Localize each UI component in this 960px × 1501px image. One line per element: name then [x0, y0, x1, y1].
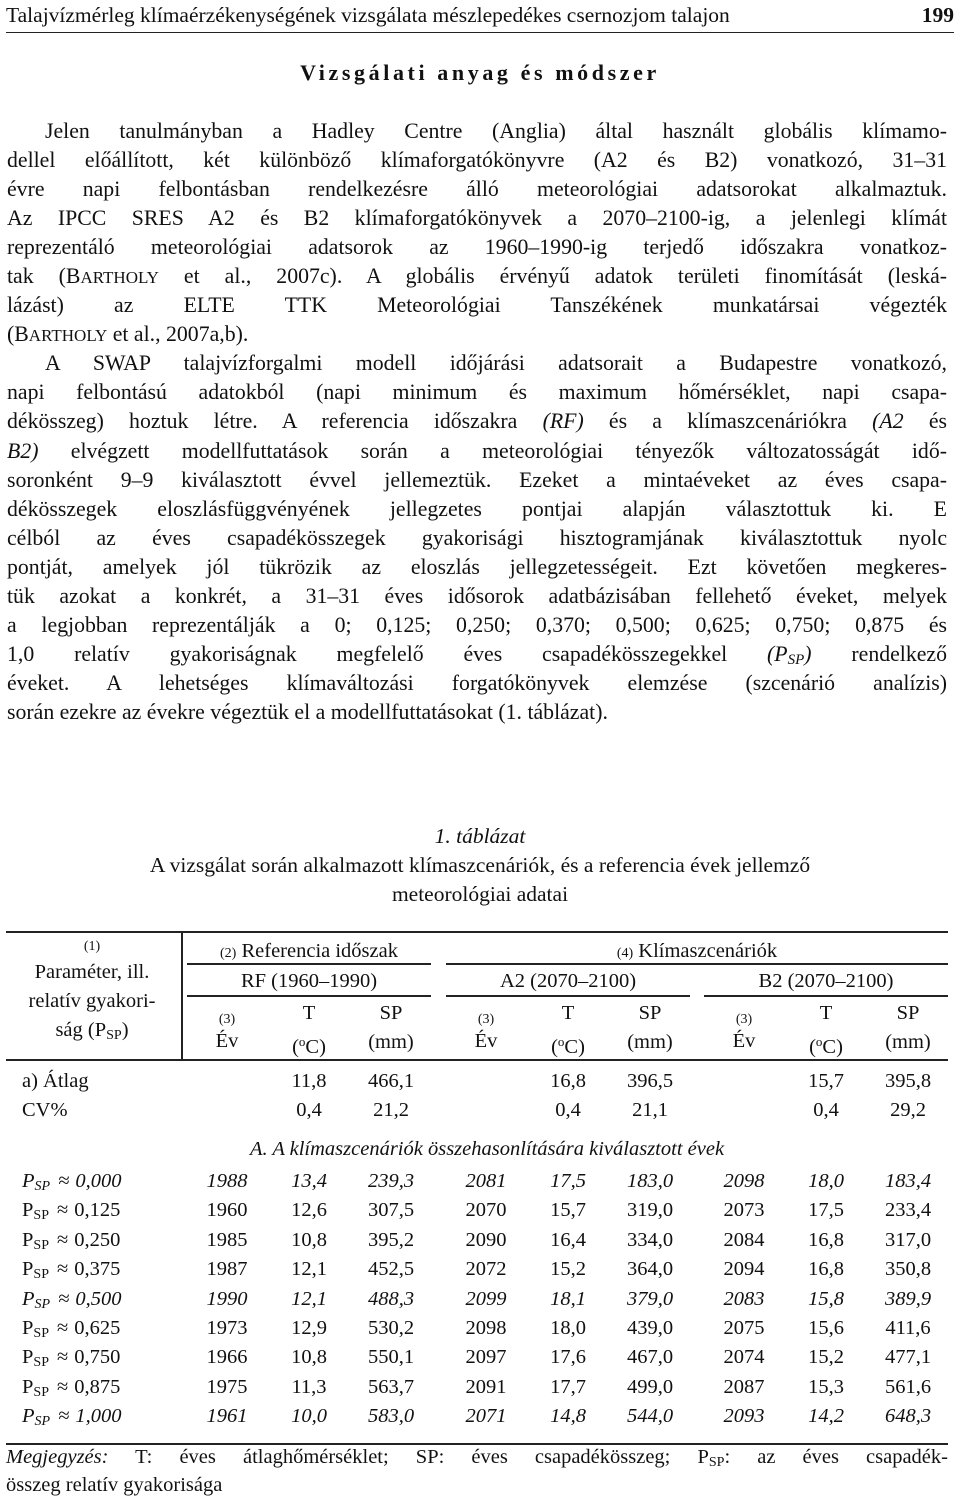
- header-divider: [181, 931, 183, 1059]
- column-number: (4): [616, 946, 634, 961]
- text-run: (: [809, 1036, 816, 1058]
- paragraph-line: soronként 9–9 kiválasztott évvel jellemeztük. Ezeket a mintaéveket az éves csapa-: [7, 467, 947, 492]
- year-cell: 2099: [465, 1287, 507, 1310]
- approx-symbol: ≈: [58, 1287, 70, 1310]
- text-run: P: [22, 1199, 34, 1222]
- precipitation-cell: 583,0: [367, 1405, 415, 1428]
- year-cell: 1960: [206, 1199, 248, 1222]
- year-cell: 2083: [723, 1287, 765, 1310]
- avg-value: 11,8: [291, 1070, 327, 1092]
- text-run: tak (B: [7, 264, 81, 289]
- year-cell: 2087: [723, 1375, 765, 1398]
- precipitation-cell: 648,3: [884, 1405, 932, 1428]
- t-col-unit: [269, 1028, 349, 1061]
- temperature-cell: 14,2: [808, 1405, 844, 1428]
- temperature-cell: 18,0: [550, 1317, 586, 1339]
- cv-value: 21,2: [373, 1099, 409, 1121]
- year-cell: 1961: [206, 1405, 248, 1428]
- relative-frequency: 0,250: [74, 1228, 121, 1251]
- avg-value: 466,1: [367, 1070, 415, 1092]
- precipitation-cell: 530,2: [367, 1317, 415, 1339]
- text-run: et al., 2007a,b).: [107, 322, 249, 347]
- subscript: SP: [33, 1384, 49, 1400]
- cv-value: 0,4: [813, 1099, 839, 1121]
- temperature-cell: 17,5: [808, 1199, 844, 1222]
- note-line: összeg relatív gyakorisága: [6, 1474, 223, 1496]
- text-run: et al., 2007c). A globális érvényű adatok területi finomítását (leská-: [158, 264, 948, 289]
- precipitation-cell: 334,0: [626, 1228, 674, 1251]
- precipitation-cell: 379,0: [626, 1287, 674, 1310]
- year-cell: 2081: [465, 1170, 507, 1192]
- precipitation-cell: 561,6: [884, 1375, 932, 1398]
- cv-value: 0,4: [296, 1099, 322, 1121]
- relative-frequency: 0,750: [74, 1346, 121, 1369]
- text-run: P: [22, 1405, 35, 1428]
- paragraph-line: [7, 262, 947, 291]
- text-run: P: [22, 1375, 34, 1398]
- ev-col-header: Év: [474, 1030, 498, 1052]
- year-cell: 2091: [465, 1375, 507, 1398]
- temperature-cell: 17,6: [550, 1346, 586, 1369]
- paragraph-line: tük azokat a konkrét, a 31–31 éves idősorok adatbázisában fellehető éveket, melyek: [7, 583, 947, 608]
- subscript: SP: [34, 1414, 51, 1430]
- paragraph-line: Az IPCC SRES A2 és B2 klímaforgatókönyvek a 2070–2100-ig, a jelenlegi klímát: [7, 206, 947, 231]
- temperature-cell: 17,7: [550, 1375, 586, 1398]
- precipitation-cell: 319,0: [626, 1199, 674, 1222]
- col1-number: (1): [83, 939, 101, 954]
- group-header-rf: RF (1960–1990): [240, 970, 378, 992]
- ev-col-number: (3): [735, 1012, 753, 1027]
- group-header-a2: A2 (2070–2100): [499, 970, 637, 992]
- precipitation-cell: 499,0: [626, 1375, 674, 1398]
- paragraph-line: pontját, amelyek jól tükrözik az eloszlás jellegzetességeit. Ezt követően megkeres-: [7, 554, 947, 579]
- year-cell: 2098: [723, 1170, 765, 1192]
- relative-frequency: 0,625: [74, 1317, 121, 1339]
- author-smallcaps: ARTHOLY: [80, 268, 159, 288]
- ref-period-header: [187, 937, 431, 968]
- superscript: o: [815, 1034, 823, 1049]
- precipitation-cell: 364,0: [626, 1258, 674, 1281]
- temperature-cell: 10,0: [291, 1405, 327, 1428]
- t-col-header: T: [302, 1002, 316, 1024]
- year-cell: 1973: [206, 1317, 248, 1339]
- text-run: dékösszeg) hoztuk létre. A referencia időszakra: [7, 409, 543, 434]
- year-cell: 1985: [206, 1228, 248, 1251]
- year-cell: 2073: [723, 1199, 765, 1222]
- text-run: P: [22, 1317, 34, 1339]
- text-run: C): [822, 1036, 843, 1058]
- cv-value: 0,4: [555, 1099, 581, 1121]
- header-rule-a2: [446, 995, 690, 997]
- running-header: [6, 0, 954, 33]
- subscript: SP: [708, 1455, 725, 1470]
- year-cell: 2094: [723, 1258, 765, 1281]
- subscript: SP: [34, 1179, 51, 1194]
- avg-value: 396,5: [626, 1070, 674, 1092]
- text-run-italic: (A2: [872, 409, 904, 434]
- author-smallcaps: ARTHOLY: [28, 326, 108, 346]
- header-rule-b2: [704, 995, 948, 997]
- year-cell: 1966: [206, 1346, 248, 1369]
- superscript: o: [298, 1034, 306, 1049]
- text-run: ): [121, 1019, 129, 1041]
- paragraph-line: [7, 437, 947, 466]
- approx-symbol: ≈: [56, 1375, 69, 1398]
- temperature-cell: 15,3: [808, 1375, 844, 1398]
- col1-header-line: [6, 1016, 178, 1050]
- t-col-header: T: [819, 1002, 833, 1024]
- subscript: SP: [33, 1237, 49, 1253]
- subscript: SP: [33, 1208, 49, 1224]
- header-rule-rf: [187, 995, 431, 997]
- approx-symbol: ≈: [56, 1199, 69, 1222]
- table-title-line: A vizsgálat során alkalmazott klímaszcenáriók, és a referencia évek jellemző: [149, 853, 811, 877]
- year-cell: 2090: [465, 1228, 507, 1251]
- table-note: [6, 1443, 948, 1499]
- text-run: ság (P: [55, 1019, 107, 1041]
- t-col-unit: [786, 1028, 866, 1061]
- col1-header-line: relatív gyakori-: [28, 990, 156, 1012]
- relative-frequency: 1,000: [75, 1405, 122, 1428]
- subscript: SP: [33, 1355, 49, 1371]
- text-run: és: [903, 409, 948, 434]
- precipitation-cell: 563,7: [367, 1375, 415, 1398]
- temperature-cell: 16,8: [808, 1228, 844, 1251]
- text-run: C): [564, 1036, 585, 1058]
- temperature-cell: 15,8: [808, 1287, 844, 1310]
- temperature-cell: 15,2: [808, 1346, 844, 1369]
- cv-value: 29,2: [890, 1099, 926, 1121]
- year-cell: 2093: [723, 1405, 765, 1428]
- paragraph-line: a legjobban reprezentálják a 0; 0,125; 0,250; 0,370; 0,500; 0,625; 0,750; 0,875 és: [7, 612, 947, 637]
- text-run: rendelkező: [811, 641, 947, 666]
- text-run: Referencia időszak: [241, 940, 398, 962]
- relative-frequency: 0,375: [74, 1258, 121, 1281]
- year-cell: 1990: [206, 1287, 248, 1310]
- temperature-cell: 10,8: [291, 1228, 327, 1251]
- approx-symbol: ≈: [56, 1317, 69, 1339]
- table-title: [0, 851, 960, 909]
- relative-frequency: 0,125: [74, 1199, 121, 1222]
- text-run: és a klímaszcenáriókra: [583, 409, 873, 434]
- body-text: [7, 117, 947, 727]
- paragraph-line: reprezentáló meteorológiai adatsorok az 1960–1990-ig terjedő időszakra vonatkoz-: [7, 235, 947, 260]
- approx-symbol: ≈: [58, 1170, 70, 1192]
- temperature-cell: 12,9: [291, 1317, 327, 1339]
- temperature-cell: 15,6: [808, 1317, 844, 1339]
- row-label-cv: CV%: [22, 1099, 68, 1121]
- year-cell: 1988: [206, 1170, 248, 1192]
- paragraph-line: [7, 640, 947, 669]
- text-run: T: éves átlaghőmérséklet; SP: éves csapadékösszeg; P: [108, 1446, 709, 1468]
- avg-value: 395,8: [884, 1070, 932, 1092]
- paragraph-line: Jelen tanulmányban a Hadley Centre (Anglia) által használt globális klímamo-: [45, 119, 947, 143]
- precipitation-cell: 467,0: [626, 1346, 674, 1369]
- year-cell: 2070: [465, 1199, 507, 1222]
- section-title: Vizsgálati anyag és módszer: [300, 60, 660, 85]
- temperature-cell: 18,1: [550, 1287, 586, 1310]
- sp-col-header: SP: [896, 1002, 920, 1024]
- temperature-cell: 14,8: [550, 1405, 586, 1428]
- ev-col-number: (3): [218, 1012, 236, 1027]
- ev-col-header: Év: [732, 1030, 756, 1052]
- relative-frequency: 0,500: [75, 1287, 122, 1310]
- paragraph-line: során ezekre az évekre végeztük el a modellfuttatásokat (1. táblázat).: [7, 699, 608, 724]
- year-cell: 2071: [465, 1405, 507, 1428]
- precipitation-cell: 239,3: [367, 1170, 415, 1192]
- running-title: Talajvízmérleg klímaérzékenységének vizsgálata mészlepedékes csernozjom talajon: [6, 3, 730, 27]
- subscript: SP: [34, 1296, 51, 1312]
- year-cell: 2075: [723, 1317, 765, 1339]
- sp-col-unit: (mm): [627, 1031, 673, 1053]
- precipitation-cell: 477,1: [884, 1346, 932, 1369]
- precipitation-cell: 411,6: [885, 1317, 931, 1339]
- temperature-cell: 18,0: [808, 1170, 844, 1192]
- temperature-cell: 12,6: [291, 1199, 327, 1222]
- temperature-cell: 13,4: [291, 1170, 327, 1192]
- precipitation-cell: 183,0: [626, 1170, 674, 1192]
- precipitation-cell: 395,2: [367, 1228, 415, 1251]
- paragraph-line: dékösszegek eloszlásfüggvényének jellegzetes pontjai alapján választottuk ki. E: [7, 496, 947, 521]
- table-title-line: meteorológiai adatai: [391, 882, 569, 906]
- sp-col-unit: (mm): [368, 1031, 414, 1053]
- sp-col-header: SP: [379, 1002, 403, 1024]
- t-col-header: T: [561, 1002, 575, 1024]
- paragraph-line: dellel előállított, két különböző klímaforgatókönyvre (A2 és B2) vonatkozó, 31–31: [7, 148, 947, 173]
- text-run-italic: B2): [7, 438, 39, 463]
- text-run: 1,0 relatív gyakoriságnak megfelelő éves csapadékösszegekkel: [7, 641, 768, 666]
- precipitation-cell: 389,9: [884, 1287, 932, 1310]
- precipitation-cell: 488,3: [367, 1287, 415, 1310]
- paragraph-line: A SWAP talajvízforgalmi modell időjárási adatsorait a Budapestre vonatkozó,: [45, 351, 947, 376]
- subscript: SP: [787, 651, 805, 668]
- year-cell: 2084: [723, 1228, 765, 1251]
- note-label: Megjegyzés:: [6, 1446, 109, 1468]
- precipitation-cell: 307,5: [367, 1199, 415, 1222]
- sp-col-unit: (mm): [885, 1031, 931, 1053]
- text-run: (: [551, 1036, 558, 1058]
- paragraph-line: lázást) az ELTE TTK Meteorológiai Tanszékének munkatársai végezték: [7, 293, 947, 318]
- approx-symbol: ≈: [56, 1258, 69, 1281]
- text-run-italic: (RF): [542, 409, 584, 434]
- temperature-cell: 16,8: [808, 1258, 844, 1281]
- temperature-cell: 16,4: [550, 1228, 586, 1251]
- paragraph-line: [7, 320, 947, 349]
- precipitation-cell: 183,4: [884, 1170, 932, 1192]
- year-cell: 2074: [723, 1346, 765, 1369]
- text-run-italic: ): [804, 641, 812, 666]
- relative-frequency: 0,875: [74, 1375, 121, 1398]
- approx-symbol: ≈: [58, 1405, 70, 1428]
- precipitation-cell: 544,0: [626, 1405, 674, 1428]
- precipitation-cell: 317,0: [884, 1228, 932, 1251]
- year-cell: 2072: [465, 1258, 507, 1281]
- sp-col-header: SP: [638, 1002, 662, 1024]
- text-run: P: [22, 1170, 35, 1192]
- subscript: SP: [33, 1326, 49, 1341]
- paragraph-line: célból az éves csapadékösszegek gyakorisági hisztogramjának kiválasztottuk nyolc: [7, 525, 947, 550]
- group-header-b2: B2 (2070–2100): [758, 970, 894, 992]
- temperature-cell: 15,2: [550, 1258, 586, 1281]
- approx-symbol: ≈: [56, 1346, 69, 1369]
- ev-col-header: Év: [215, 1030, 239, 1052]
- paragraph-line: napi felbontású adatokból (napi minimum és maximum hőmérséklet, napi csapa-: [7, 380, 947, 405]
- text-run: elvégzett modellfuttatások során a meteorológiai tényezők változatosságát idő-: [38, 438, 947, 463]
- year-cell: 1975: [206, 1375, 248, 1398]
- data-table: [0, 923, 960, 1443]
- paragraph-line: [7, 407, 947, 436]
- text-run: P: [22, 1287, 35, 1310]
- relative-frequency: 0,000: [75, 1170, 122, 1192]
- precipitation-cell: 550,1: [367, 1346, 415, 1369]
- ev-col-number: (3): [477, 1012, 495, 1027]
- text-run-italic: (P: [767, 641, 788, 666]
- temperature-cell: 12,1: [291, 1287, 327, 1310]
- note-line: [6, 1443, 948, 1471]
- temperature-cell: 11,3: [291, 1375, 327, 1398]
- t-col-unit: [528, 1028, 608, 1061]
- precipitation-cell: 452,5: [367, 1258, 415, 1281]
- precipitation-cell: 233,4: [884, 1199, 932, 1222]
- text-run: (B: [7, 322, 29, 347]
- approx-symbol: ≈: [56, 1228, 69, 1251]
- avg-value: 15,7: [808, 1070, 844, 1092]
- year-cell: 2097: [465, 1346, 507, 1369]
- table-number: 1. táblázat: [434, 824, 526, 848]
- text-run: P: [22, 1346, 34, 1369]
- text-run: Klímaszcenáriók: [638, 940, 778, 962]
- text-run: (: [292, 1036, 299, 1058]
- avg-value: 16,8: [550, 1070, 586, 1092]
- col1-header-line: Paraméter, ill.: [34, 961, 150, 983]
- text-run: : az éves csapadék-: [724, 1446, 948, 1468]
- table-subheading: A. A klímaszcenáriók összehasonlítására kiválasztott évek: [249, 1138, 725, 1160]
- text-run: P: [22, 1228, 34, 1251]
- precipitation-cell: 350,8: [884, 1258, 932, 1281]
- temperature-cell: 15,7: [550, 1199, 586, 1222]
- row-label-average: a) Átlag: [22, 1070, 89, 1092]
- year-cell: 2098: [465, 1317, 507, 1339]
- page-number: 199: [921, 3, 954, 27]
- precipitation-cell: 439,0: [626, 1317, 674, 1339]
- text-run: C): [305, 1036, 326, 1058]
- text-run: P: [22, 1258, 34, 1281]
- temperature-cell: 10,8: [291, 1346, 327, 1369]
- temperature-cell: 12,1: [291, 1258, 327, 1281]
- cv-value: 21,1: [632, 1099, 668, 1121]
- superscript: o: [557, 1034, 565, 1049]
- row-label-psp: [22, 1402, 121, 1436]
- subscript: SP: [33, 1267, 49, 1283]
- paragraph-line: évre napi felbontásban rendelkezésre álló meteorológiai adatsorokat alkalmaztuk.: [7, 177, 947, 202]
- column-number: (2): [220, 946, 237, 961]
- year-cell: 1987: [206, 1258, 248, 1281]
- temperature-cell: 17,5: [550, 1170, 586, 1192]
- paragraph-line: éveket. A lehetséges klímaváltozási forgatókönyvek elemzése (szcenárió analízis): [7, 670, 947, 695]
- scenarios-header: [446, 937, 948, 968]
- subscript: SP: [106, 1028, 122, 1043]
